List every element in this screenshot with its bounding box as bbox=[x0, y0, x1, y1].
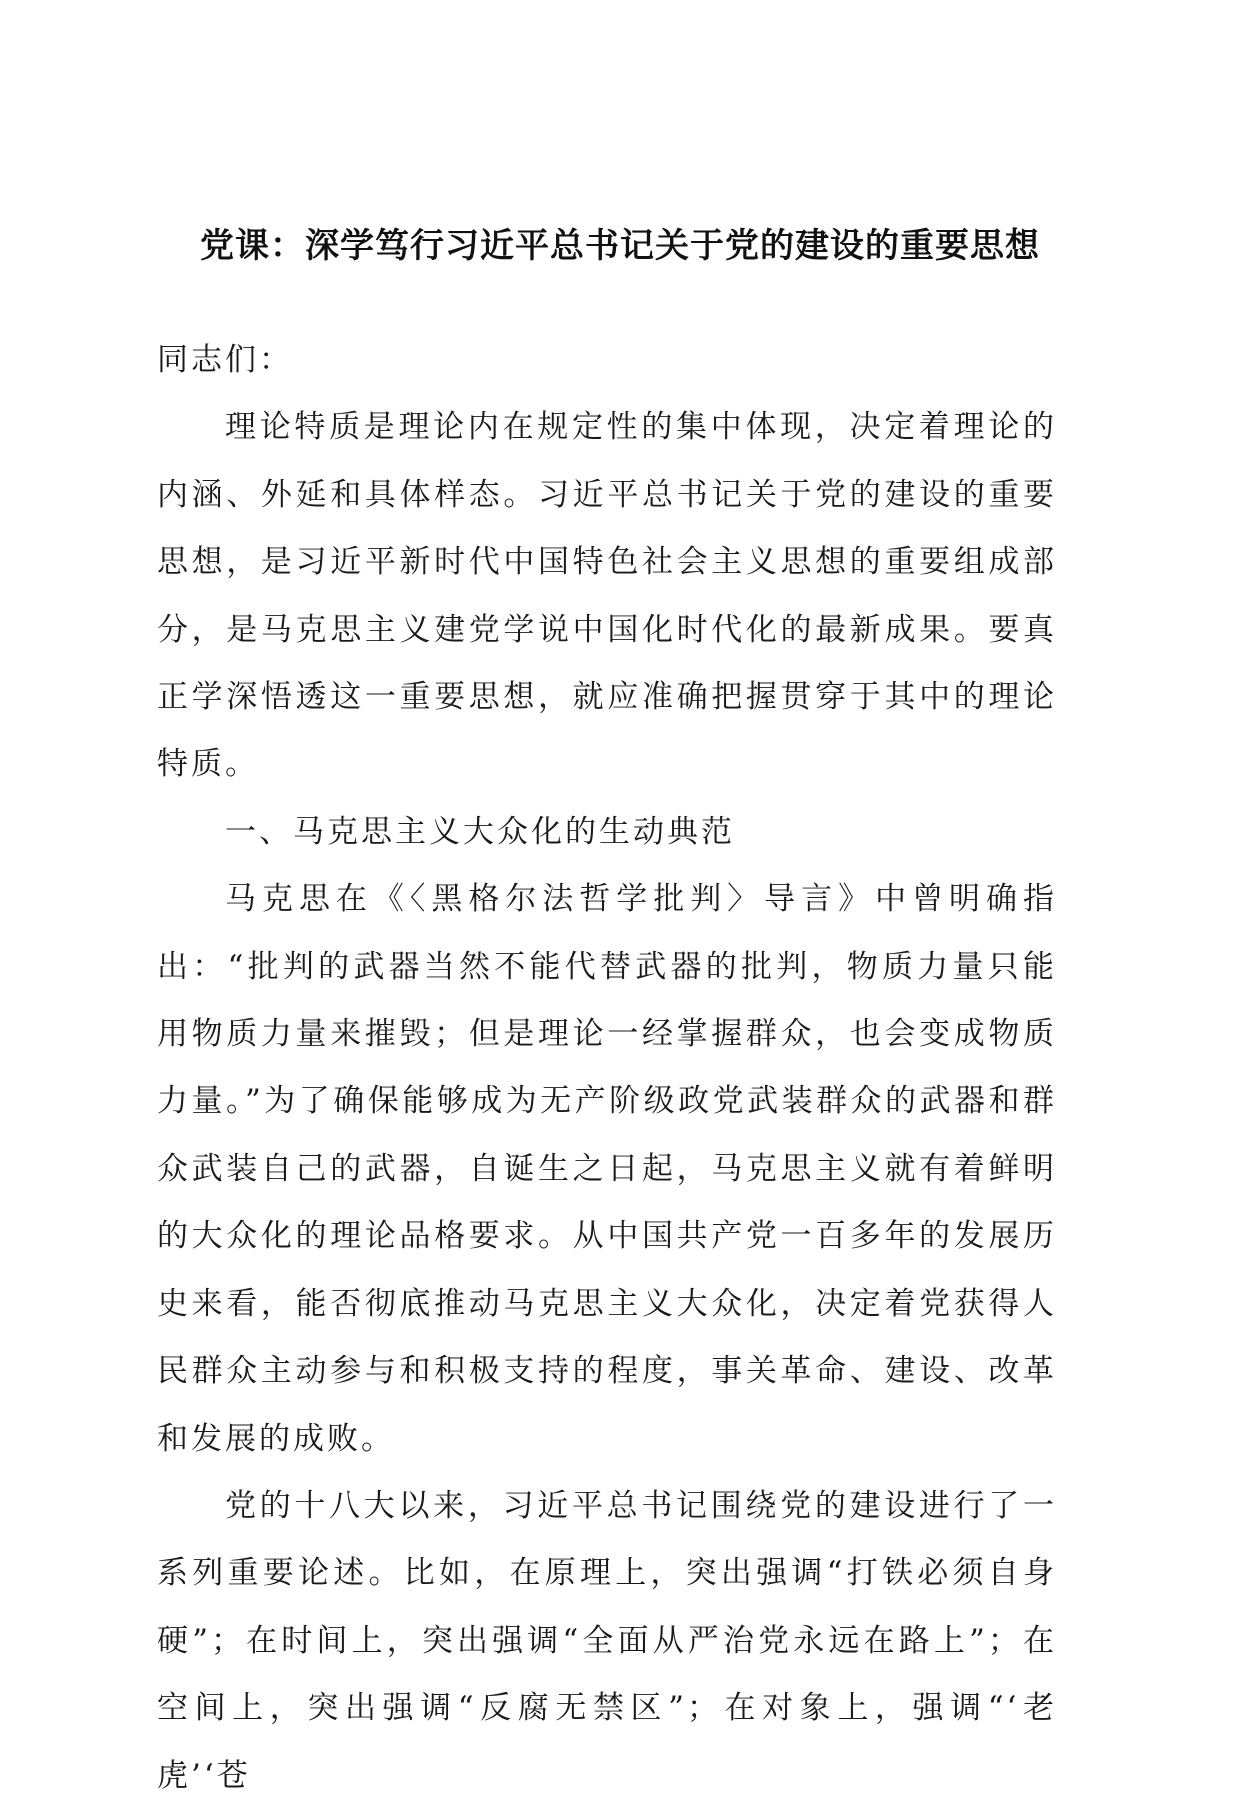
paragraph-18th-congress: 党的十八大以来，习近平总书记围绕党的建设进行了一系列重要论述。比如，在原理上，突出强调“打铁必须自身硬”；在时间上，突出强调“全面从严治党永远在路上”；在空间上，突出强调“反腐无禁区”；在对象上，强调“‘老虎’‘苍 bbox=[157, 1487, 1057, 1794]
paragraph-intro: 理论特质是理论内在规定性的集中体现，决定着理论的内涵、外延和具体样态。习近平总书记关于党的建设的重要思想，是习近平新时代中国特色社会主义思想的重要组成部分，是马克思主义建党学说中国化时代化的最新成果。要真正学深悟透这一重要思想，就应准确把握贯穿于其中的理论特质。 bbox=[157, 409, 1057, 783]
document-title: 党课：深学笃行习近平总书记关于党的建设的重要思想 bbox=[200, 226, 1040, 266]
document-body bbox=[157, 327, 1057, 1810]
section-heading-1: 一、马克思主义大众化的生动典范 bbox=[225, 813, 735, 850]
paragraph-marx-quote: 马克思在《〈黑格尔法哲学批判〉导言》中曾明确指出：“批判的武器当然不能代替武器的批判，物质力量只能用物质力量来摧毁；但是理论一经掌握群众，也会变成物质力量。”为了确保能够成为无产阶级政党武装群众的武器和群众武装自己的武器，自诞生之日起，马克思主义就有着鲜明的大众化的理论品格要求。从中国共产党一百多年的发展历史来看，能否彻底推动马克思主义大众化，决定着党获得人民群众主动参与和积极支持的程度，事关革命、建设、改革和发展的成败。 bbox=[157, 881, 1057, 1457]
salutation: 同志们： bbox=[157, 342, 293, 378]
